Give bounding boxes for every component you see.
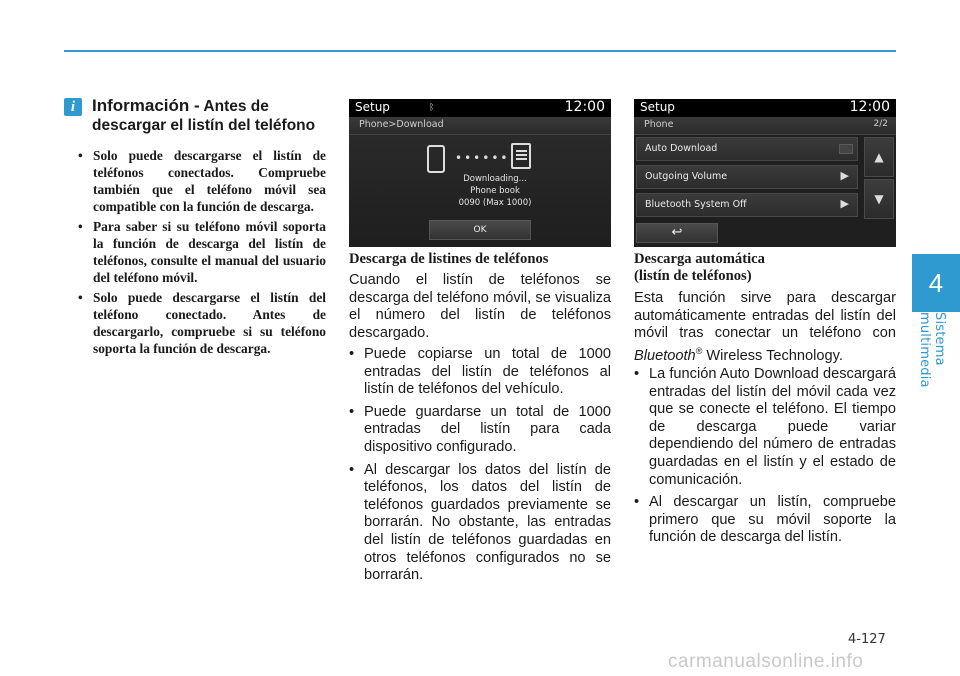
- download-count: 0090 (Max 1000): [458, 198, 532, 208]
- intro-text-end: Wireless Technology.: [702, 347, 843, 364]
- chevron-right-icon: ▶: [840, 169, 849, 182]
- section-bullet: • Al descargar los datos del listín de teléfonos, los datos del listín de teléfonos guardados previamente se borrarán. No obstante, las entradas del listín de teléfonos guardadas en otros teléfonos configurados no se borrarán.: [349, 462, 611, 585]
- screen-time: 12:00: [849, 99, 890, 115]
- scroll-up-button[interactable]: [864, 137, 894, 177]
- screen-title: Setup: [640, 100, 675, 114]
- screen-subheader: [349, 117, 611, 135]
- download-target: Phone book: [470, 186, 520, 196]
- section-heading: [634, 251, 896, 285]
- registered-mark: ®: [695, 345, 703, 356]
- section-bullet: • Puede guardarse un total de 1000 entradas del listín para cada dispositivo configurado.: [349, 404, 611, 457]
- info-title-main: Información -: [92, 96, 200, 115]
- setting-row-bluetooth-off[interactable]: [636, 193, 858, 217]
- section-intro: Cuando el listín de teléfonos se descarga del teléfono móvil, se visualiza el número del listín de teléfonos descargado.: [349, 272, 611, 341]
- section-heading-line2: (listín de teléfonos): [634, 268, 752, 284]
- download-status: Downloading...: [463, 174, 527, 184]
- scroll-down-button[interactable]: [864, 179, 894, 219]
- screen-header: [349, 99, 611, 117]
- brand-name: Bluetooth: [634, 347, 696, 364]
- subheader-label: Phone: [644, 119, 674, 130]
- section-bullet: • La función Auto Download descargará entradas del listín del móvil cada vez que se conecte el teléfono. El tiempo de descarga puede variar dependiendo del número de entradas guardadas en el listín y el estado de comunicación.: [634, 366, 896, 489]
- screen-time: 12:00: [564, 99, 605, 115]
- page-number: 4-127: [848, 632, 886, 647]
- top-rule: [64, 50, 896, 52]
- chapter-tab: 4: [912, 254, 960, 312]
- checkbox-icon[interactable]: [839, 144, 853, 154]
- info-bullet: • Solo puede descargarse el listín de teléfonos conectados. Compruebe también que el teléfono móvil sea compatible con la función de descarga.: [78, 147, 326, 215]
- section-bullet: • Puede copiarse un total de 1000 entradas del listín de teléfonos al listín de teléfonos del vehículo.: [349, 346, 611, 399]
- setting-label: Bluetooth System Off: [645, 199, 747, 210]
- chapter-title: Sistema multimedia: [917, 312, 947, 388]
- info-bullet: • Para saber si su teléfono móvil soporta la función de descarga del listín de teléfonos, consulte el manual del usuario del teléfono móvil.: [78, 218, 326, 286]
- chevron-right-icon: ▶: [840, 197, 849, 210]
- phone-icon: [427, 145, 445, 173]
- page-indicator: 2/2: [873, 119, 888, 129]
- info-bullet: • Solo puede descargarse el listín del teléfono conectado. Antes de descargarlo, compruebe si su teléfono soporta la función de descarga.: [78, 289, 326, 357]
- setting-row-outgoing-volume[interactable]: [636, 165, 858, 189]
- intro-text: Esta función sirve para descargar automáticamente entradas del listín del móvil tras conectar un teléfono con: [634, 290, 896, 342]
- section-bullet-list: [634, 366, 896, 552]
- section-bullet: • Al descargar un listín, compruebe primero que su móvil soporte la función de descarga del listín.: [634, 494, 896, 547]
- section-heading-line1: Descarga automática: [634, 251, 765, 267]
- phone-settings-screen: [634, 99, 896, 247]
- screen-title: Setup: [355, 100, 390, 114]
- screen-header: [634, 99, 896, 117]
- breadcrumb: Phone>Download: [359, 119, 444, 130]
- download-screen: [349, 99, 611, 247]
- phonebook-icon: [511, 143, 531, 169]
- info-icon: i: [64, 98, 82, 116]
- info-bullet-list: [78, 147, 326, 360]
- bluetooth-icon: ᛒ: [429, 103, 435, 113]
- back-button[interactable]: ↩: [636, 223, 718, 243]
- setting-row-auto-download[interactable]: [636, 137, 858, 161]
- info-title: [92, 96, 328, 135]
- ok-button[interactable]: OK: [429, 220, 531, 240]
- screen-subheader: [634, 117, 896, 135]
- setting-label: Outgoing Volume: [645, 171, 728, 182]
- arrow-down-icon: ▼: [874, 192, 884, 206]
- setting-label: Auto Download: [645, 143, 718, 154]
- info-title-part2: descargar el listín del teléfono: [92, 117, 316, 134]
- section-bullet-list: [349, 346, 611, 590]
- section-heading: Descarga de listines de teléfonos: [349, 251, 549, 267]
- progress-dots-icon: ••••••: [455, 151, 510, 165]
- arrow-up-icon: ▲: [874, 150, 884, 164]
- section-intro: [634, 290, 896, 365]
- watermark: carmanualsonline.info: [668, 651, 864, 672]
- info-title-part1: Antes de: [199, 98, 269, 115]
